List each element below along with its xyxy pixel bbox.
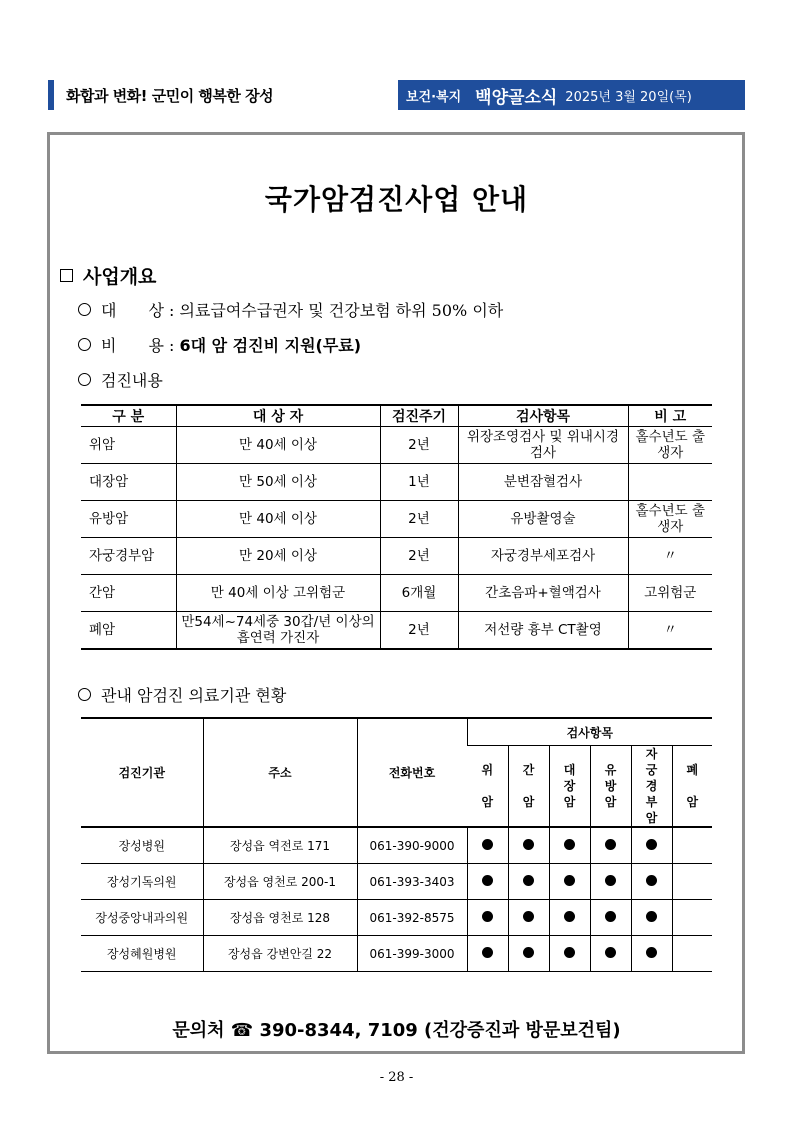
col-header-cycle: 검진주기 — [380, 405, 458, 427]
exam-row — [81, 538, 712, 575]
filled-dot-icon — [482, 839, 493, 850]
clinic-check-cell — [467, 864, 508, 900]
filled-dot-icon — [482, 947, 493, 958]
clinic-row — [81, 827, 712, 864]
clinic-check-cell — [631, 827, 672, 864]
col-header-note: 비 고 — [628, 405, 712, 427]
header-box — [398, 80, 745, 110]
col-header-cancer: 폐 암 — [672, 746, 712, 828]
exam-row — [81, 501, 712, 538]
exam-cell-test: 간초음파+혈액검사 — [458, 575, 628, 612]
col-header-test: 검사항목 — [458, 405, 628, 427]
clinic-check-cell — [508, 936, 549, 972]
exam-cell-test: 분변잠혈검사 — [458, 464, 628, 501]
exam-cell-type: 자궁경부암 — [81, 538, 176, 575]
clinic-check-cell — [672, 827, 712, 864]
clinic-check-cell — [631, 864, 672, 900]
exam-cell-type: 폐암 — [81, 612, 176, 650]
clinic-cell-address: 장성읍 영천로 128 — [203, 900, 357, 936]
exam-cell-type: 간암 — [81, 575, 176, 612]
filled-dot-icon — [605, 875, 616, 886]
exam-cell-cycle: 2년 — [380, 538, 458, 575]
col-header-clinic: 검진기관 — [81, 718, 203, 827]
clinic-check-cell — [508, 900, 549, 936]
header-date: 2025년 3월 20일(목) — [565, 89, 692, 105]
clinic-check-cell — [590, 936, 631, 972]
filled-dot-icon — [646, 947, 657, 958]
clinic-cell-name: 장성혜원병원 — [81, 936, 203, 972]
exam-cell-note: 고위험군 — [628, 575, 712, 612]
header-accent-bar — [48, 80, 54, 110]
exam-cell-type: 대장암 — [81, 464, 176, 501]
clinic-check-cell — [549, 827, 590, 864]
filled-dot-icon — [605, 839, 616, 850]
filled-dot-icon — [646, 911, 657, 922]
exam-cell-test: 위장조영검사 및 위내시경검사 — [458, 427, 628, 464]
bullet-sep: : — [163, 301, 180, 320]
exam-cell-target: 만 50세 이상 — [176, 464, 380, 501]
exam-cell-cycle: 6개월 — [380, 575, 458, 612]
exam-row — [81, 464, 712, 501]
exam-cell-cycle: 2년 — [380, 501, 458, 538]
bullet-text: 6대 암 검진비 지원(무료) — [179, 336, 362, 355]
clinic-check-cell — [631, 936, 672, 972]
circle-bullet-icon — [78, 338, 91, 351]
clinic-check-cell — [549, 864, 590, 900]
exam-cell-target: 만 40세 이상 — [176, 501, 380, 538]
exam-cell-cycle: 2년 — [380, 612, 458, 650]
filled-dot-icon — [564, 911, 575, 922]
filled-dot-icon — [646, 839, 657, 850]
clinic-check-cell — [672, 900, 712, 936]
bullet-target — [78, 298, 503, 321]
exam-cell-test: 유방촬영술 — [458, 501, 628, 538]
bullet-text: 관내 암검진 의료기관 현황 — [101, 686, 287, 705]
filled-dot-icon — [605, 911, 616, 922]
clinic-check-cell — [467, 900, 508, 936]
header-paper-name: 백양골소식 — [475, 87, 558, 108]
exam-cell-type: 유방암 — [81, 501, 176, 538]
section-heading-text: 사업개요 — [83, 266, 157, 288]
exam-row — [81, 612, 712, 650]
clinic-check-cell — [508, 864, 549, 900]
bullet-label: 검진내용 — [101, 371, 163, 390]
filled-dot-icon — [646, 875, 657, 886]
clinic-check-cell — [549, 900, 590, 936]
header-slogan: 화합과 변화! 군민이 행복한 장성 — [66, 87, 274, 105]
clinic-check-cell — [590, 900, 631, 936]
exam-cell-cycle: 2년 — [380, 427, 458, 464]
bullet-contents — [78, 368, 163, 391]
exam-table — [81, 404, 712, 650]
filled-dot-icon — [523, 947, 534, 958]
clinic-check-cell — [590, 864, 631, 900]
clinic-row — [81, 900, 712, 936]
clinic-row — [81, 864, 712, 900]
exam-cell-test: 자궁경부세포검사 — [458, 538, 628, 575]
clinic-cell-name: 장성병원 — [118, 839, 165, 853]
exam-cell-note: 〃 — [628, 538, 712, 575]
exam-row — [81, 575, 712, 612]
exam-cell-test: 저선량 흉부 CT촬영 — [458, 612, 628, 650]
clinic-cell-phone: 061-399-3000 — [357, 936, 467, 972]
exam-cell-note: 홀수년도 출생자 — [628, 427, 712, 464]
filled-dot-icon — [482, 875, 493, 886]
filled-dot-icon — [564, 839, 575, 850]
col-header-cancer: 유 방 암 — [590, 746, 631, 828]
clinic-table — [81, 717, 712, 972]
col-header-target: 대 상 자 — [176, 405, 380, 427]
filled-dot-icon — [605, 947, 616, 958]
filled-dot-icon — [523, 911, 534, 922]
bullet-label: 비 용 — [101, 336, 164, 355]
filled-dot-icon — [523, 839, 534, 850]
section-heading — [60, 262, 156, 289]
clinic-check-cell — [631, 900, 672, 936]
clinic-check-cell — [467, 827, 508, 864]
checkbox-square-icon — [60, 269, 73, 282]
bullet-sep: : — [163, 336, 180, 355]
exam-cell-note: 〃 — [628, 612, 712, 650]
clinic-cell-phone: 061-393-3403 — [357, 864, 467, 900]
col-header-cancer: 위 암 — [467, 746, 508, 828]
bullet-clinics — [78, 683, 286, 706]
exam-cell-target: 만54세~74세중 30갑/년 이상의 흡연력 가진자 — [176, 612, 380, 650]
exam-row — [81, 427, 712, 464]
clinic-cell-phone: 061-390-9000 — [357, 827, 467, 864]
exam-cell-target: 만 20세 이상 — [176, 538, 380, 575]
clinic-check-cell — [672, 936, 712, 972]
col-header-cancer: 대 장 암 — [549, 746, 590, 828]
clinic-check-cell — [508, 827, 549, 864]
clinic-cell-address: 장성읍 영천로 200-1 — [203, 864, 357, 900]
circle-bullet-icon — [78, 303, 91, 316]
clinic-cell-address: 장성읍 역전로 171 — [203, 827, 357, 864]
col-header-type: 구 분 — [81, 405, 176, 427]
bullet-text: 의료급여수급권자 및 건강보험 하위 50% 이하 — [179, 301, 504, 320]
contact-info: 문의처 ☎ 390-8344, 7109 (건강증진과 방문보건팀) — [172, 1020, 621, 1041]
header-section: 보건·복지 — [406, 89, 462, 105]
circle-bullet-icon — [78, 688, 91, 701]
exam-cell-note: 홀수년도 출생자 — [628, 501, 712, 538]
clinic-check-cell — [549, 936, 590, 972]
exam-cell-cycle: 1년 — [380, 464, 458, 501]
col-header-address: 주소 — [203, 718, 357, 827]
col-header-phone: 전화번호 — [357, 718, 467, 827]
clinic-cell-name: 장성중앙내과의원 — [81, 900, 203, 936]
filled-dot-icon — [564, 875, 575, 886]
clinic-check-cell — [467, 936, 508, 972]
clinic-check-cell — [590, 827, 631, 864]
exam-cell-target: 만 40세 이상 고위험군 — [176, 575, 380, 612]
col-header-test-group: 검사항목 — [467, 718, 712, 746]
bullet-label: 대 상 — [101, 301, 164, 320]
exam-cell-type: 위암 — [81, 427, 176, 464]
bullet-cost — [78, 333, 361, 356]
clinic-row — [81, 936, 712, 972]
filled-dot-icon — [523, 875, 534, 886]
filled-dot-icon — [564, 947, 575, 958]
col-header-cancer: 간 암 — [508, 746, 549, 828]
exam-cell-target: 만 40세 이상 — [176, 427, 380, 464]
circle-bullet-icon — [78, 373, 91, 386]
filled-dot-icon — [482, 911, 493, 922]
col-header-cancer: 자 궁 경 부 암 — [631, 746, 672, 828]
exam-cell-note — [628, 464, 712, 501]
clinic-cell-address: 장성읍 강변안길 22 — [203, 936, 357, 972]
clinic-cell-phone: 061-392-8575 — [357, 900, 467, 936]
clinic-cell-name: 장성기독의원 — [81, 864, 203, 900]
clinic-check-cell — [672, 864, 712, 900]
page-title: 국가암검진사업 안내 — [264, 183, 529, 216]
page-number: - 28 - — [379, 1070, 414, 1085]
